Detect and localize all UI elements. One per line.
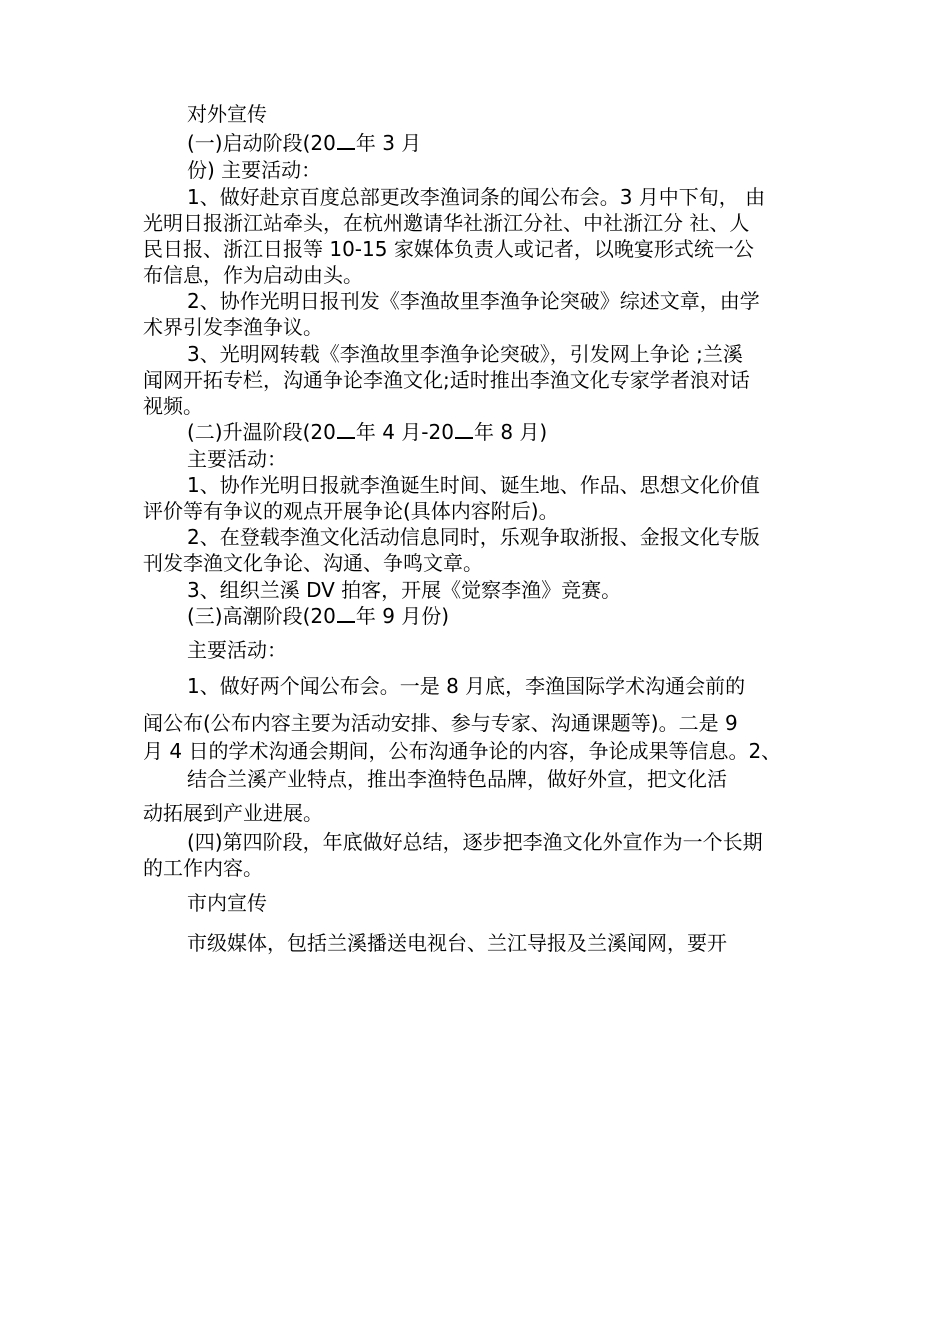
paragraph-line: 评价等有争议的观点开展争论(具体内容附后)。 <box>143 499 559 523</box>
year-blank <box>337 603 355 623</box>
year-blank <box>337 419 355 439</box>
stage-three-heading-part2: 年 9 月份) <box>355 604 450 628</box>
section-heading-external: 对外宣传 <box>187 102 267 126</box>
year-blank <box>455 419 473 439</box>
stage-one-heading-part1: (一)启动阶段(20 <box>187 131 336 155</box>
paragraph-line: 结合兰溪产业特点，推出李渔特色品牌，做好外宣，把文化活 <box>187 767 727 791</box>
paragraph-line: 2、在登载李渔文化活动信息同时，乐观争取浙报、金报文化专版 <box>187 525 760 549</box>
section-heading-internal: 市内宣传 <box>187 891 267 915</box>
stage-one-heading-part2: 年 3 月 <box>355 131 422 155</box>
paragraph-line: 2、协作光明日报刊发《李渔故里李渔争论突破》综述文章，由学 <box>187 289 760 313</box>
paragraph-line: 1、做好赴京百度总部更改李渔词条的闻公布会。3 月中下旬， 由 <box>187 185 766 209</box>
paragraph-line: 市级媒体，包括兰溪播送电视台、兰江导报及兰溪闻网，要开 <box>187 931 727 955</box>
stage-four-line: (四)第四阶段，年底做好总结，逐步把李渔文化外宣作为一个长期 <box>187 830 763 854</box>
stage-three-heading-part1: (三)高潮阶段(20 <box>187 604 336 628</box>
paragraph-line: 3、组织兰溪 DV 拍客，开展《觉察李渔》竞赛。 <box>187 578 622 602</box>
paragraph-line: 的工作内容。 <box>143 856 263 880</box>
paragraph-line: 光明日报浙江站牵头，在杭州邀请华社浙江分社、中社浙江分 社、人 <box>143 211 750 235</box>
paragraph-line: 主要活动： <box>187 638 287 662</box>
paragraph-line: 月 4 日的学术沟通会期间，公布沟通争论的内容，争论成果等信息。2、 <box>143 739 782 763</box>
paragraph-line: 闻公布(公布内容主要为活动安排、参与专家、沟通课题等)。二是 9 <box>143 711 738 735</box>
paragraph-line: 主要活动： <box>187 447 287 471</box>
stage-two-heading-part3: 年 8 月) <box>473 420 548 444</box>
stage-two-heading <box>187 419 547 445</box>
paragraph-line: 刊发李渔文化争论、沟通、争鸣文章。 <box>143 551 483 575</box>
paragraph-line: 动拓展到产业进展。 <box>143 801 323 825</box>
paragraph-line: 布信息，作为启动由头。 <box>143 263 363 287</box>
paragraph-line: 视频。 <box>143 394 203 418</box>
paragraph-line: 闻网开拓专栏，沟通争论李渔文化;适时推出李渔文化专家学者浪对话 <box>143 368 750 392</box>
stage-two-heading-part1: (二)升温阶段(20 <box>187 420 336 444</box>
year-blank <box>337 130 355 150</box>
paragraph-line: 1、协作光明日报就李渔诞生时间、诞生地、作品、思想文化价值 <box>187 473 760 497</box>
stage-two-heading-part2: 年 4 月-20 <box>355 420 454 444</box>
paragraph-line: 份) 主要活动： <box>187 158 322 182</box>
paragraph-line: 术界引发李渔争议。 <box>143 315 323 339</box>
paragraph-line: 1、做好两个闻公布会。一是 8 月底，李渔国际学术沟通会前的 <box>187 674 746 698</box>
paragraph-line: 3、光明网转载《李渔故里李渔争论突破》，引发网上争论 ;兰溪 <box>187 342 743 366</box>
paragraph-line: 民日报、浙江日报等 10-15 家媒体负责人或记者，以晚宴形式统一公 <box>143 237 754 261</box>
stage-three-heading <box>187 603 449 629</box>
stage-one-heading <box>187 130 421 156</box>
